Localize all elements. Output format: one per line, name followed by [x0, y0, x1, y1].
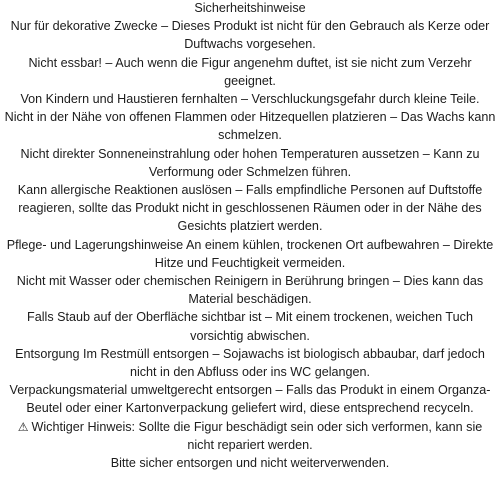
notice-storage: Pflege- und Lagerungshinweise An einem kühlen, trockenen Ort aufbewahren – Direkte Hitze und Feuchtigkeit vermeiden. — [6, 237, 494, 270]
important-warning — [0, 418, 500, 454]
notice-no-water: Nicht mit Wasser oder chemischen Reinigern in Berührung bringen – Dies kann das Material beschädigen. — [16, 274, 484, 307]
document-title: Sicherheitshinweise — [194, 1, 306, 15]
notice-no-flames: Nicht in der Nähe von offenen Flammen oder Hitzequellen platzieren – Das Wachs kann schmelzen. — [4, 110, 496, 143]
notice-no-sunlight: Nicht direkter Sonneneinstrahlung oder hohen Temperaturen aussetzen – Kann zu Verformung oder Schmelzen führen. — [20, 146, 480, 179]
notice-dust: Falls Staub auf der Oberfläche sichtbar ist – Mit einem trockenen, weichen Tuch vorsichtig abwischen. — [27, 310, 473, 343]
notice-keep-away-children: Von Kindern und Haustieren fernhalten – Verschluckungsgefahr durch kleine Teile. — [20, 92, 480, 107]
warning-icon: ⚠ — [17, 419, 29, 434]
notice-allergies: Kann allergische Reaktionen auslösen – Falls empfindliche Personen auf Duftstoffe reagieren, sollte das Produkt nicht in geschlossenen Räumen oder in der Nähe des Gesichts platziert werden. — [17, 183, 483, 234]
notice-disposal: Entsorgung Im Restmüll entsorgen – Sojawachs ist biologisch abbaubar, darf jedoch nicht in den Abfluss oder ins WC gelangen. — [15, 346, 485, 380]
closing-note: Bitte sicher entsorgen und nicht weiterverwenden. — [110, 456, 390, 471]
notice-not-edible: Nicht essbar! – Auch wenn die Figur angenehm duftet, ist sie nicht zum Verzehr geeignet. — [28, 55, 472, 88]
notice-packaging: Verpackungsmaterial umweltgerecht entsorgen – Falls das Produkt in einem Organza-Beutel oder einer Kartonverpackung geliefert wird, diese entsprechend recyceln. — [9, 383, 491, 416]
notice-decorative-only: Nur für dekorative Zwecke – Dieses Produkt ist nicht für den Gebrauch als Kerze oder Duftwachs vorgesehen. — [10, 19, 490, 52]
important-warning-text: Wichtiger Hinweis: Sollte die Figur beschädigt sein oder sich verformen, kann sie nicht repariert werden. — [31, 419, 483, 452]
